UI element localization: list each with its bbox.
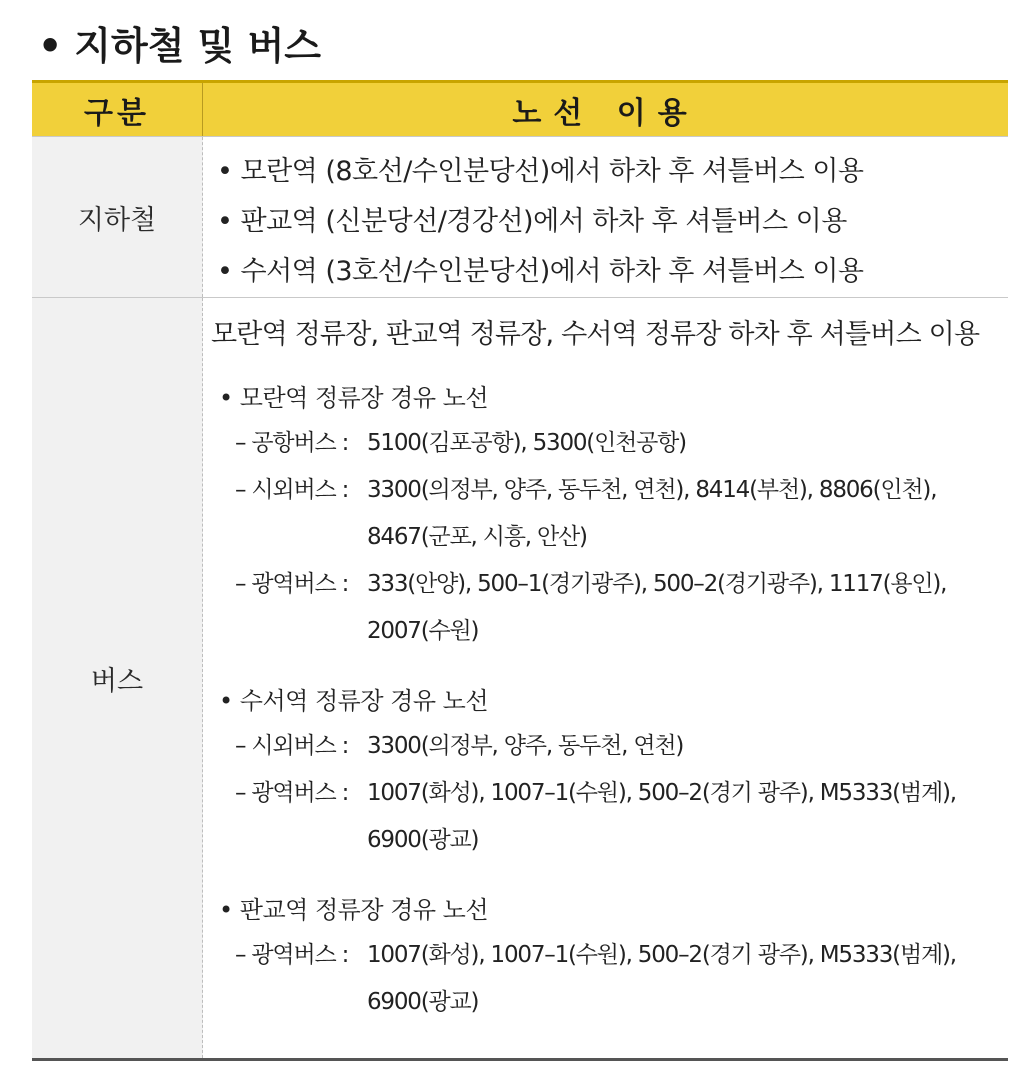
subway-label: 지하철 — [32, 137, 203, 297]
route-value: 3300(의정부, 양주, 동두천, 연천) — [367, 733, 684, 759]
route-label: – 시외버스 : — [235, 477, 349, 503]
route-value: 3300(의정부, 양주, 동두천, 연천), 8414(부천), 8806(인천), 8467(군포, 시흥, 안산) — [367, 477, 937, 550]
bus-routes — [203, 298, 1008, 1058]
group-heading: • 모란역 정류장 경유 노선 — [219, 384, 489, 412]
bus-summary: 모란역 정류장, 판교역 정류장, 수서역 정류장 하차 후 셔틀버스 이용 — [211, 319, 980, 350]
header-category: 구분 — [32, 83, 203, 136]
route-value: 5100(김포공항), 5300(인천공항) — [367, 430, 686, 456]
bus-group-pangyo — [211, 888, 1008, 1026]
route-value: 333(안양), 500–1(경기광주), 500–2(경기광주), 1117(용인), 2007(수원) — [367, 571, 947, 644]
group-heading: • 판교역 정류장 경유 노선 — [219, 896, 489, 924]
bus-group-moran — [211, 376, 1008, 655]
title-bullet: • — [38, 24, 63, 68]
subway-row — [32, 136, 1008, 297]
route-item — [211, 420, 1008, 467]
route-label: – 광역버스 : — [235, 571, 349, 597]
page-title — [38, 16, 321, 76]
bus-group-suseo — [211, 679, 1008, 864]
subway-line: • 수서역 (3호선/수인분당선)에서 하차 후 셔틀버스 이용 — [217, 256, 864, 287]
group-heading: • 수서역 정류장 경유 노선 — [219, 687, 489, 715]
route-item — [211, 932, 1008, 1026]
route-item — [211, 467, 1008, 561]
bus-row — [32, 297, 1008, 1061]
route-table — [32, 80, 1008, 1061]
route-item — [211, 723, 1008, 770]
subway-line: • 모란역 (8호선/수인분당선)에서 하차 후 셔틀버스 이용 — [217, 156, 864, 187]
bus-label: 버스 — [32, 298, 203, 1058]
subway-line: • 판교역 (신분당선/경강선)에서 하차 후 셔틀버스 이용 — [217, 206, 847, 237]
header-route-usage: 노선 이용 — [512, 95, 699, 131]
route-label: – 시외버스 : — [235, 733, 349, 759]
table-header — [32, 80, 1008, 136]
route-label: – 공항버스 : — [235, 430, 349, 456]
route-item — [211, 770, 1008, 864]
title-text: 지하철 및 버스 — [74, 24, 322, 68]
subway-lines — [203, 137, 1008, 297]
route-label: – 광역버스 : — [235, 942, 349, 968]
route-item — [211, 561, 1008, 655]
route-label: – 광역버스 : — [235, 780, 349, 806]
route-value: 1007(화성), 1007–1(수원), 500–2(경기 광주), M5333(범계), 6900(광교) — [367, 942, 956, 1015]
route-value: 1007(화성), 1007–1(수원), 500–2(경기 광주), M5333(범계), 6900(광교) — [367, 780, 956, 853]
